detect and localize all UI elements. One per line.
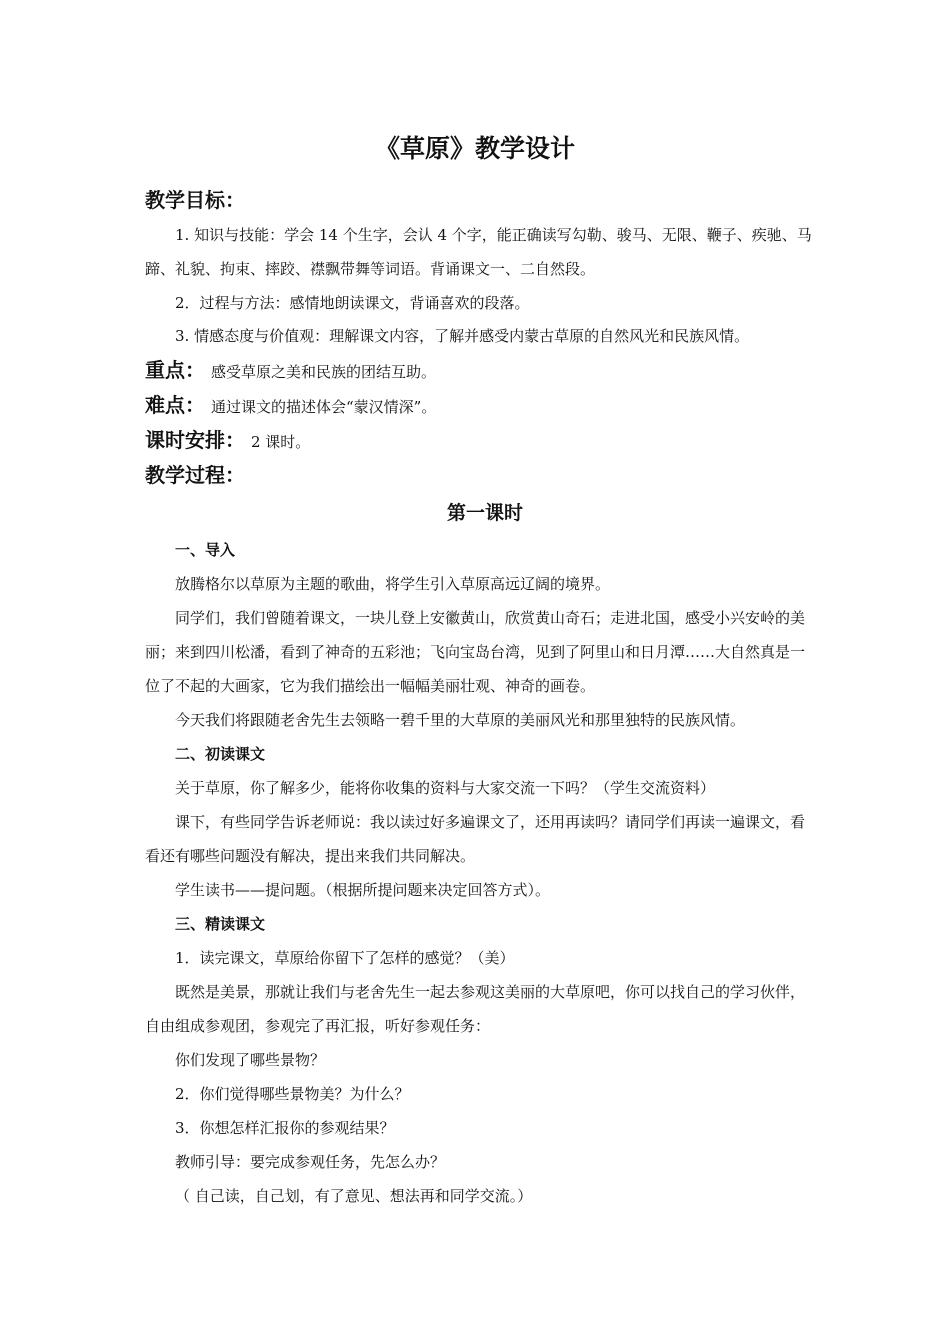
- objective-item: 1. 知识与技能：学会 14 个生字，会认 4 个字，能正确读写勾勒、骏马、无限、鞭子、疾驰、马蹄、礼貌、拘束、摔跤、襟飘带舞等词语。背诵课文一、二自然段。: [145, 226, 812, 278]
- document-title: 《草原》教学设计: [374, 134, 575, 163]
- key-point-row: [145, 353, 815, 388]
- paragraph: 1．读完课文，草原给你留下了怎样的感觉？（美）: [175, 949, 515, 967]
- paragraph: 同学们，我们曾随着课文，一块儿登上安徽黄山，欣赏黄山奇石；走进北国，感受小兴安岭的美丽；来到四川松潘，看到了神奇的五彩池；飞向宝岛台湾，见到了阿里山和日月潭……大自然真是一位了不起的大画家，它为我们描绘出一幅幅美丽壮观、神奇的画卷。: [145, 609, 806, 695]
- objective-item: 2．过程与方法：感情地朗读课文，背诵喜欢的段落。: [175, 294, 530, 312]
- section-heading: 三、精读课文: [175, 915, 266, 933]
- difficulty-text: 通过课文的描述体会“蒙汉情深”。: [211, 398, 437, 416]
- paragraph: 放腾格尔以草原为主题的歌曲，将学生引入草原高远辽阔的境界。: [175, 575, 611, 593]
- key-point-heading: 重点：: [145, 358, 205, 382]
- paragraph: 课下，有些同学告诉老师说：我以读过好多遍课文了，还用再读吗？请同学们再读一遍课文，看看还有哪些问题没有解决，提出来我们共同解决。: [145, 813, 806, 865]
- schedule-text: 2 课时。: [251, 433, 311, 451]
- section-heading: 一、导入: [175, 541, 236, 559]
- objective-item: 3. 情感态度与价值观：理解课文内容，了解并感受内蒙古草原的自然风光和民族风情。: [175, 327, 750, 345]
- key-point-text: 感受草原之美和民族的团结互助。: [211, 363, 437, 381]
- schedule-row: [145, 423, 815, 458]
- paragraph: 学生读书——提问题。（根据所提问题来决定回答方式）。: [175, 881, 551, 899]
- document-body: [145, 183, 815, 1213]
- process-heading: 教学过程：: [145, 463, 245, 487]
- paragraph: 你们发现了哪些景物？: [175, 1051, 326, 1069]
- difficulty-row: [145, 388, 815, 423]
- paragraph: 3．你想怎样汇报你的参观结果？: [175, 1119, 395, 1137]
- paragraph: 今天我们将跟随老舍先生去领略一碧千里的大草原的美丽风光和那里独特的民族风情。: [175, 711, 746, 729]
- objectives-heading: 教学目标：: [145, 188, 245, 212]
- lesson-title: 第一课时: [446, 502, 523, 524]
- paragraph: 关于草原，你了解多少，能将你收集的资料与大家交流一下吗？（学生交流资料）: [175, 779, 716, 797]
- paragraph: （ 自己读，自己划，有了意见、想法再和同学交流。）: [175, 1187, 533, 1205]
- schedule-heading: 课时安排：: [145, 428, 245, 452]
- difficulty-heading: 难点：: [145, 393, 205, 417]
- paragraph: 教师引导：要完成参观任务，先怎么办？: [175, 1153, 446, 1171]
- section-heading: 二、初读课文: [175, 745, 266, 763]
- paragraph: 既然是美景，那就让我们与老舍先生一起去参观这美丽的大草原吧，你可以找自己的学习伙伴，自由组成参观团，参观完了再汇报，听好参观任务：: [145, 983, 806, 1035]
- paragraph: 2．你们觉得哪些景物美？为什么？: [175, 1085, 410, 1103]
